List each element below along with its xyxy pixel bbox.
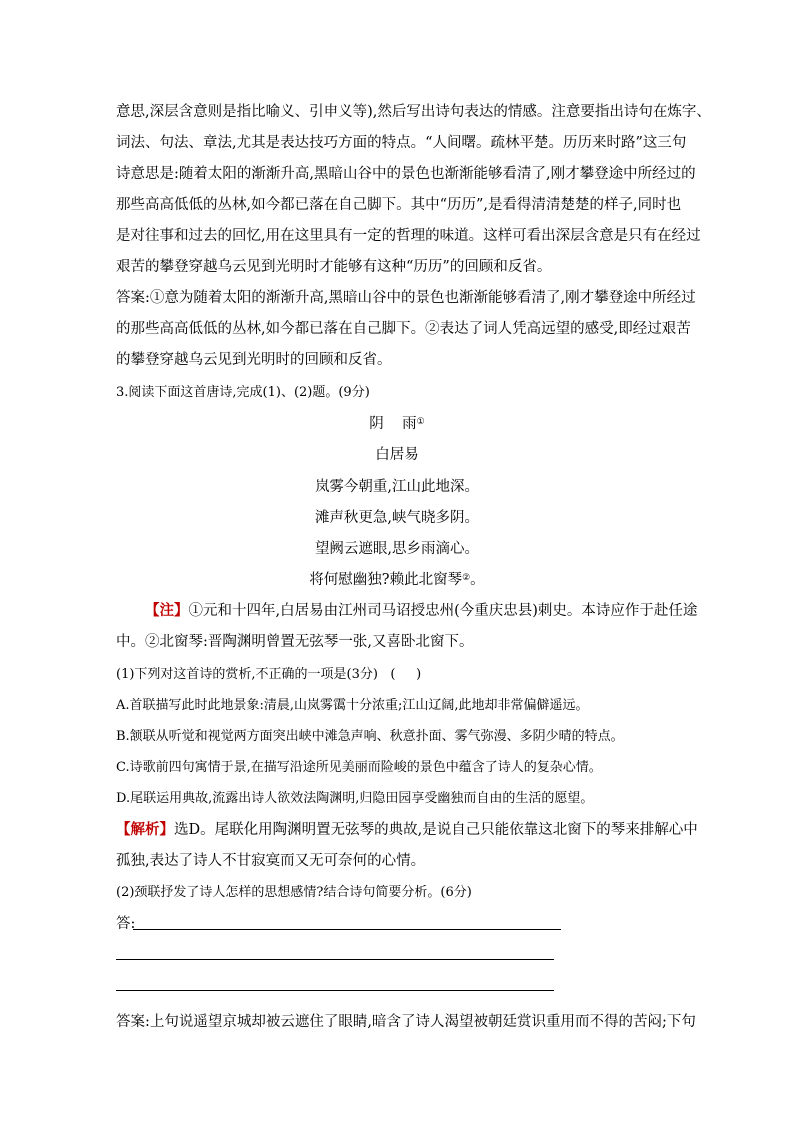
paragraph-line: 词法、句法、章法,尤其是表达技巧方面的特点。“人间曙。疏林平楚。历历来时路”这三句 [116,135,687,151]
question-heading: 3.阅读下面这首唐诗,完成(1)、(2)题。(9分) [116,385,370,400]
note-label: 【注】 [145,602,189,619]
analysis-line [116,820,698,840]
paragraph-line: 那些高高低低的丛林,如今都已落在自己脚下。其中“历历”,是看得清清楚楚的样子,同时也 [116,197,682,213]
answer-line: 的那些高高低低的丛林,如今都已落在自己脚下。②表达了词人凭高远望的感受,即经过艰苦 [116,321,691,337]
analysis-text: 选D。尾联化用陶渊明置无弦琴的典故,是说自己只能依靠这北窗下的琴来排解心中 [174,822,698,838]
paragraph-line: 是对往事和过去的回忆,用在这里具有一定的哲理的味道。这样可看出深层含意是只有在经过 [116,228,701,244]
poem-line-text: 将何慰幽独?赖此北窗琴 [309,572,463,588]
paragraph-line: 诗意思是:随着太阳的渐渐升高,黑暗山谷中的景色也渐渐能够看清了,刚才攀登途中所经过的 [116,166,696,182]
paragraph-line: 意思,深层含意则是指比喻义、引申义等),然后写出诗句表达的情感。注意要指出诗句在炼字、 [116,104,711,120]
question-stem: (2)颈联抒发了诗人怎样的思想感情?结合诗句简要分析。(6分) [116,885,472,900]
poem-line: 岚雾今朝重,江山此地深。 [314,479,480,495]
option-b: B.颔联从听觉和视觉两方面突出峡中滩急声响、秋意扑面、雾气弥漫、多阴少晴的特点。 [116,729,624,744]
poem-line [0,570,794,590]
footnote-marker: ② [462,573,471,583]
option-a: A.首联描写此时此地景象:清晨,山岚雾霭十分浓重;江山辽阔,此地却非常偏僻遥远。 [116,698,589,713]
answer-blank-line[interactable] [133,929,561,930]
poem-title [0,414,794,434]
analysis-label: 【解析】 [116,821,174,838]
answer-blank-line[interactable] [116,990,554,991]
note-line: 中。②北窗琴:晋陶渊明曾置无弦琴一张,又喜卧北窗下。 [116,634,474,650]
paragraph-line: 艰苦的攀登穿越乌云见到光明时才能够有这种“历历”的回顾和反省。 [116,259,552,275]
option-c: C.诗歌前四句寓情于景,在描写沿途所见美丽而险峻的景色中蕴含了诗人的复杂心情。 [116,760,602,775]
answer-line: 答案:上句说遥望京城却被云遮住了眼睛,暗含了诗人渴望被朝廷赏识重用而不得的苦闷;下句 [116,1014,696,1030]
question-stem: (1)下列对这首诗的赏析,不正确的一项是(3分) ( ) [116,667,422,682]
answer-line: 答案:①意为随着太阳的渐渐升高,黑暗山谷中的景色也渐渐能够看清了,刚才攀登途中所经过 [116,290,696,306]
note-text: ①元和十四年,白居易由江州司马诏授忠州(今重庆忠县)刺史。本诗应作于赴任途 [188,603,698,619]
option-d: D.尾联运用典故,流露出诗人欲效法陶渊明,归隐田园享受幽独而自由的生活的愿望。 [116,791,594,806]
poem-line: 望阙云遮眼,思乡雨滴心。 [314,541,480,557]
answer-prefix: 答: [116,916,136,932]
note-line [145,601,697,621]
poem-author: 白居易 [375,447,419,463]
answer-blank-line[interactable] [116,959,554,960]
poem-title-text: 阴 雨 [369,416,417,432]
analysis-line: 孤独,表达了诗人不甘寂寞而又无可奈何的心情。 [116,853,426,869]
poem-line: 滩声秋更急,峡气晓多阴。 [314,510,480,526]
answer-line: 的攀登穿越乌云见到光明时的回顾和反省。 [116,352,392,368]
footnote-marker: ① [416,417,425,427]
poem-line-end: 。 [470,572,485,588]
